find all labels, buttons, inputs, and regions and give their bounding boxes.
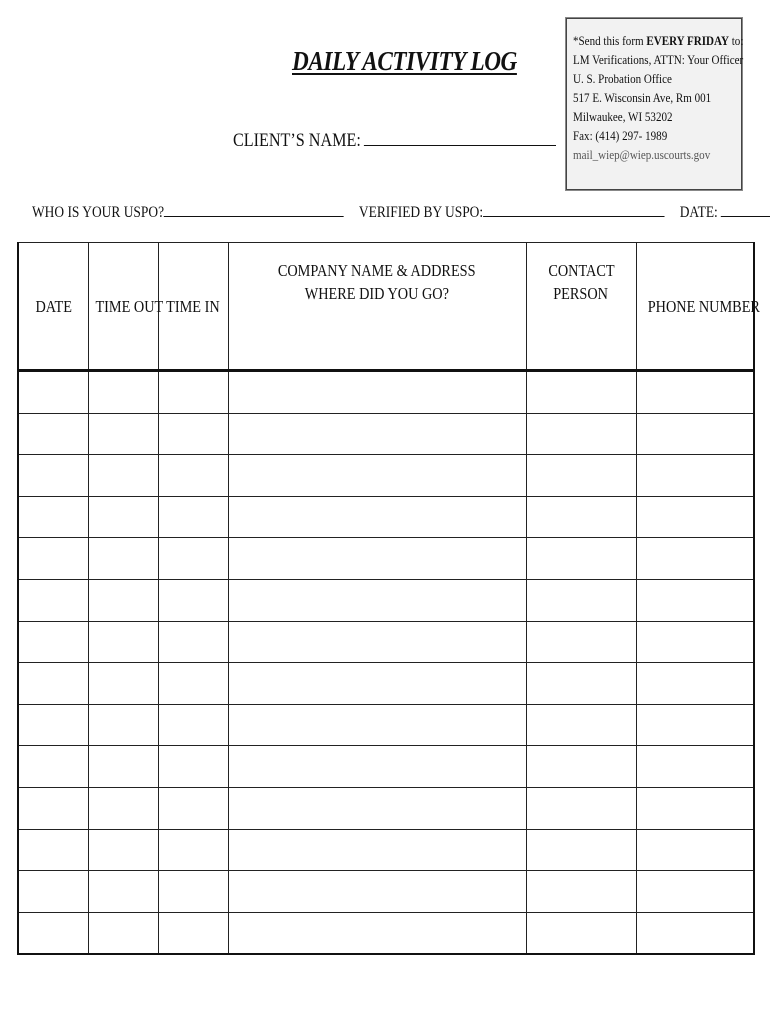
cell-date[interactable] — [18, 871, 88, 913]
cell-company[interactable] — [228, 371, 526, 414]
cell-time-out[interactable] — [88, 829, 158, 871]
send-instruction-line — [573, 31, 744, 50]
cell-phone[interactable] — [636, 829, 754, 871]
cell-time-out[interactable] — [88, 787, 158, 829]
cell-phone[interactable] — [636, 621, 754, 663]
cell-company[interactable] — [228, 621, 526, 663]
verified-field[interactable] — [483, 203, 664, 217]
send-instructions-box — [566, 18, 742, 190]
cell-contact[interactable] — [526, 704, 636, 746]
cell-date[interactable] — [18, 455, 88, 497]
cell-time-out[interactable] — [88, 663, 158, 705]
cell-time-in[interactable] — [158, 621, 228, 663]
office-line: U. S. Probation Office — [573, 71, 672, 86]
activity-log-table — [17, 242, 760, 955]
table-row — [18, 538, 754, 580]
cell-company[interactable] — [228, 829, 526, 871]
cell-time-in[interactable] — [158, 579, 228, 621]
client-name-label: CLIENT’S NAME: — [233, 130, 361, 151]
cell-date[interactable] — [18, 371, 88, 414]
cell-date[interactable] — [18, 496, 88, 538]
send-frequency: EVERY FRIDAY — [646, 33, 729, 48]
date-label: DATE: — [679, 204, 718, 221]
cell-company[interactable] — [228, 413, 526, 455]
cell-phone[interactable] — [636, 455, 754, 497]
cell-time-in[interactable] — [158, 455, 228, 497]
cell-time-out[interactable] — [88, 496, 158, 538]
cell-phone[interactable] — [636, 787, 754, 829]
cell-company[interactable] — [228, 663, 526, 705]
cell-phone[interactable] — [636, 912, 754, 954]
cell-time-out[interactable] — [88, 538, 158, 580]
fax-number: Fax: (414) 297- 1989 — [573, 128, 668, 143]
table-row — [18, 663, 754, 705]
cell-contact[interactable] — [526, 912, 636, 954]
email-address: mail_wiep@wiep.uscourts.gov — [573, 147, 711, 162]
client-name-field[interactable] — [364, 130, 556, 146]
cell-company[interactable] — [228, 455, 526, 497]
cell-time-out[interactable] — [88, 871, 158, 913]
cell-contact[interactable] — [526, 746, 636, 788]
city-state-zip: Milwaukee, WI 53202 — [573, 109, 673, 124]
send-suffix: to: — [728, 33, 744, 48]
cell-company[interactable] — [228, 704, 526, 746]
cell-date[interactable] — [18, 579, 88, 621]
cell-company[interactable] — [228, 538, 526, 580]
uspo-label: WHO IS YOUR USPO? — [32, 204, 165, 221]
cell-time-in[interactable] — [158, 663, 228, 705]
cell-time-in[interactable] — [158, 871, 228, 913]
cell-time-out[interactable] — [88, 413, 158, 455]
cell-date[interactable] — [18, 621, 88, 663]
cell-contact[interactable] — [526, 538, 636, 580]
table-row — [18, 704, 754, 746]
cell-date[interactable] — [18, 746, 88, 788]
date-field[interactable] — [721, 203, 770, 217]
cell-time-in[interactable] — [158, 787, 228, 829]
cell-phone[interactable] — [636, 413, 754, 455]
cell-time-in[interactable] — [158, 371, 228, 414]
street-address: 517 E. Wisconsin Ave, Rm 001 — [573, 90, 712, 105]
cell-time-in[interactable] — [158, 538, 228, 580]
client-name-row — [233, 130, 556, 152]
uspo-field[interactable] — [164, 203, 344, 217]
table-row — [18, 787, 754, 829]
cell-contact[interactable] — [526, 496, 636, 538]
column-header-phone: PHONE NUMBER — [636, 243, 754, 371]
cell-phone[interactable] — [636, 663, 754, 705]
column-header-company: COMPANY NAME & ADDRESS WHERE DID YOU GO? — [228, 243, 526, 371]
verified-label: VERIFIED BY USPO: — [358, 204, 484, 221]
cell-contact[interactable] — [526, 829, 636, 871]
cell-date[interactable] — [18, 787, 88, 829]
cell-time-in[interactable] — [158, 704, 228, 746]
table-row — [18, 496, 754, 538]
cell-time-in[interactable] — [158, 912, 228, 954]
cell-time-out[interactable] — [88, 746, 158, 788]
cell-contact[interactable] — [526, 871, 636, 913]
cell-date[interactable] — [18, 538, 88, 580]
cell-time-in[interactable] — [158, 413, 228, 455]
table-header-row — [18, 243, 754, 371]
cell-date[interactable] — [18, 829, 88, 871]
cell-phone[interactable] — [636, 704, 754, 746]
cell-time-in[interactable] — [158, 746, 228, 788]
cell-time-out[interactable] — [88, 621, 158, 663]
table-row — [18, 829, 754, 871]
cell-time-in[interactable] — [158, 496, 228, 538]
cell-date[interactable] — [18, 663, 88, 705]
table-row — [18, 746, 754, 788]
officer-info-row — [32, 203, 770, 222]
cell-time-out[interactable] — [88, 371, 158, 414]
cell-phone[interactable] — [636, 496, 754, 538]
table-row — [18, 371, 754, 414]
column-header-date: DATE — [18, 243, 88, 371]
cell-contact[interactable] — [526, 455, 636, 497]
column-header-time-in: TIME IN — [158, 243, 228, 371]
column-header-contact: CONTACT PERSON — [526, 243, 636, 371]
cell-contact[interactable] — [526, 663, 636, 705]
recipient-line: LM Verifications, ATTN: Your Officer — [573, 52, 744, 67]
table-row — [18, 871, 754, 913]
cell-time-out[interactable] — [88, 579, 158, 621]
page-title: DAILY ACTIVITY LOG — [292, 46, 517, 76]
cell-time-out[interactable] — [88, 455, 158, 497]
cell-company[interactable] — [228, 871, 526, 913]
cell-date[interactable] — [18, 704, 88, 746]
cell-company[interactable] — [228, 787, 526, 829]
cell-contact[interactable] — [526, 579, 636, 621]
send-prefix: *Send this form — [573, 33, 647, 48]
cell-company[interactable] — [228, 746, 526, 788]
cell-contact[interactable] — [526, 621, 636, 663]
cell-phone[interactable] — [636, 746, 754, 788]
cell-contact[interactable] — [526, 371, 636, 414]
cell-contact[interactable] — [526, 787, 636, 829]
cell-time-out[interactable] — [88, 912, 158, 954]
cell-date[interactable] — [18, 413, 88, 455]
cell-company[interactable] — [228, 579, 526, 621]
cell-phone[interactable] — [636, 371, 754, 414]
table-row — [18, 413, 754, 455]
cell-time-in[interactable] — [158, 829, 228, 871]
column-header-time-out: TIME OUT — [88, 243, 158, 371]
cell-phone[interactable] — [636, 538, 754, 580]
cell-date[interactable] — [18, 912, 88, 954]
cell-phone[interactable] — [636, 579, 754, 621]
cell-time-out[interactable] — [88, 704, 158, 746]
cell-company[interactable] — [228, 912, 526, 954]
table-row — [18, 621, 754, 663]
cell-company[interactable] — [228, 496, 526, 538]
table-row — [18, 912, 754, 954]
table-row — [18, 455, 754, 497]
table-row — [18, 579, 754, 621]
cell-phone[interactable] — [636, 871, 754, 913]
cell-contact[interactable] — [526, 413, 636, 455]
